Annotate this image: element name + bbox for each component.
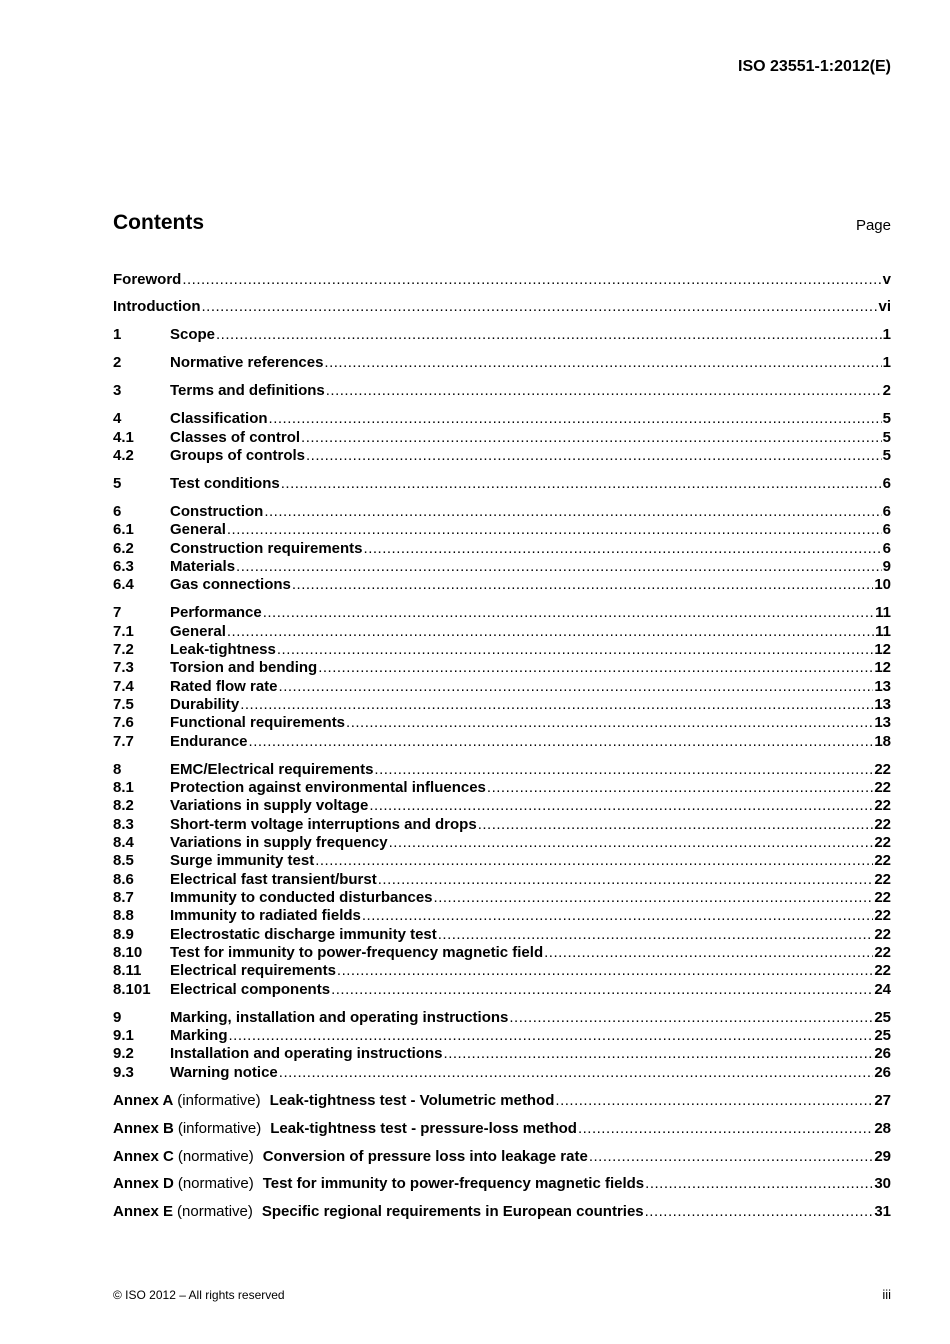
dot-leader <box>264 502 881 521</box>
section-number: 8.7 <box>113 889 134 906</box>
section-title: Test conditions <box>170 475 280 492</box>
dot-leader <box>324 353 881 372</box>
page-ref: 22 <box>874 962 891 979</box>
dot-leader <box>346 713 873 732</box>
toc-entry[interactable] <box>113 502 891 521</box>
page-ref: 11 <box>875 623 891 640</box>
page-column-label: Page <box>855 217 891 234</box>
dot-leader <box>227 520 882 539</box>
dot-leader <box>292 575 873 594</box>
dot-leader <box>281 474 882 493</box>
toc-entry[interactable] <box>113 980 891 999</box>
section-title: General <box>170 521 226 538</box>
copyright-notice: © ISO 2012 – All rights reserved <box>113 1288 285 1302</box>
section-title: Introduction <box>113 298 201 315</box>
section-number: 9.3 <box>113 1064 134 1081</box>
toc-entry[interactable] <box>113 695 891 714</box>
toc-entry[interactable] <box>113 353 891 372</box>
section-title: General <box>170 623 226 640</box>
toc-entry[interactable] <box>113 713 891 732</box>
page-ref: 24 <box>874 981 891 998</box>
dot-leader <box>182 270 881 289</box>
page-ref: 30 <box>874 1175 891 1192</box>
dot-leader <box>301 428 882 447</box>
toc-entry[interactable] <box>113 381 891 400</box>
section-title: Gas connections <box>170 576 291 593</box>
toc-entry[interactable] <box>113 622 891 641</box>
annex-title: Leak-tightness test - pressure-loss method <box>270 1120 577 1137</box>
page-ref: 22 <box>874 907 891 924</box>
section-number: 8.2 <box>113 797 134 814</box>
section-title: Variations in supply voltage <box>170 797 369 814</box>
toc-entry[interactable] <box>113 297 891 316</box>
section-number: 7.1 <box>113 623 134 640</box>
page-ref: vi <box>878 298 891 315</box>
dot-leader <box>269 409 882 428</box>
dot-leader <box>306 446 882 465</box>
dot-leader <box>478 815 874 834</box>
section-number: 6.4 <box>113 576 134 593</box>
page-ref: 22 <box>874 889 891 906</box>
section-title: Electrical requirements <box>170 962 336 979</box>
section-number: 7 <box>113 604 122 621</box>
dot-leader <box>444 1044 874 1063</box>
section-title: Normative references <box>170 354 324 371</box>
toc-entry[interactable] <box>113 870 891 889</box>
section-number: 9.1 <box>113 1027 134 1044</box>
section-title: Marking <box>170 1027 228 1044</box>
toc-annex-entry[interactable] <box>113 1202 891 1221</box>
page-ref: 6 <box>882 503 891 520</box>
toc-entry[interactable] <box>113 1044 891 1063</box>
section-number: 7.6 <box>113 714 134 731</box>
toc-entry[interactable] <box>113 270 891 289</box>
page-ref: 22 <box>874 944 891 961</box>
section-number: 9 <box>113 1009 122 1026</box>
annex-label: Annex E <box>113 1203 174 1220</box>
section-title: Short-term voltage interruptions and drops <box>170 816 477 833</box>
dot-leader <box>364 539 882 558</box>
annex-label: Annex D <box>113 1175 174 1192</box>
dot-leader <box>337 961 873 980</box>
section-number: 3 <box>113 382 122 399</box>
section-title: Marking, installation and operating instructions <box>170 1009 509 1026</box>
section-title: Test for immunity to power-frequency magnetic field <box>170 944 544 961</box>
page-ref: 5 <box>882 447 891 464</box>
page-ref: 5 <box>882 429 891 446</box>
dot-leader <box>645 1174 873 1193</box>
dot-leader <box>240 695 873 714</box>
toc-entry[interactable] <box>113 760 891 779</box>
page-ref: 27 <box>874 1092 891 1109</box>
toc-entry[interactable] <box>113 428 891 447</box>
section-title: Electrical components <box>170 981 331 998</box>
section-title: Scope <box>170 326 216 343</box>
dot-leader <box>509 1008 873 1027</box>
section-title: Warning notice <box>170 1064 278 1081</box>
section-title: Groups of controls <box>170 447 305 464</box>
dot-leader <box>578 1119 873 1138</box>
page-ref: 22 <box>874 761 891 778</box>
section-number: 7.7 <box>113 733 134 750</box>
toc-entry[interactable] <box>113 815 891 834</box>
annex-kind: (informative) <box>177 1120 262 1137</box>
section-number: 7.5 <box>113 696 134 713</box>
toc-entry[interactable] <box>113 575 891 594</box>
section-number: 7.3 <box>113 659 134 676</box>
section-title: Terms and definitions <box>170 382 325 399</box>
annex-label: Annex C <box>113 1148 174 1165</box>
annex-kind: (normative) <box>177 1175 254 1192</box>
dot-leader <box>645 1202 874 1221</box>
annex-kind: (normative) <box>177 1148 254 1165</box>
toc-annex-entry[interactable] <box>113 1091 891 1110</box>
section-title: Variations in supply frequency <box>170 834 388 851</box>
section-title: Rated flow rate <box>170 678 278 695</box>
toc-entry[interactable] <box>113 888 891 907</box>
toc-entry[interactable] <box>113 603 891 622</box>
dot-leader <box>438 925 874 944</box>
section-number: 4 <box>113 410 122 427</box>
dot-leader <box>201 297 877 316</box>
section-title: Leak-tightness <box>170 641 276 658</box>
toc-entry[interactable] <box>113 943 891 962</box>
dot-leader <box>279 1063 874 1082</box>
dot-leader <box>378 870 874 889</box>
section-number: 7.2 <box>113 641 134 658</box>
section-title: Immunity to conducted disturbances <box>170 889 433 906</box>
dot-leader <box>227 622 874 641</box>
section-number: 8.5 <box>113 852 134 869</box>
section-title: Functional requirements <box>170 714 346 731</box>
dot-leader <box>263 603 874 622</box>
toc-entry[interactable] <box>113 778 891 797</box>
toc-entry[interactable] <box>113 658 891 677</box>
dot-leader <box>389 833 874 852</box>
dot-leader <box>544 943 873 962</box>
page-ref: 12 <box>874 641 891 658</box>
section-title: Immunity to radiated fields <box>170 907 361 924</box>
page-ref: 13 <box>874 714 891 731</box>
page-ref: 2 <box>882 382 891 399</box>
section-title: Construction <box>170 503 264 520</box>
section-number: 5 <box>113 475 122 492</box>
section-title: Surge immunity test <box>170 852 315 869</box>
page-ref: 28 <box>874 1120 891 1137</box>
page-ref: 26 <box>874 1045 891 1062</box>
page-ref: 5 <box>882 410 891 427</box>
dot-leader <box>374 760 873 779</box>
annex-title: Specific regional requirements in European countries <box>261 1203 644 1220</box>
toc-entry[interactable] <box>113 325 891 344</box>
dot-leader <box>487 778 873 797</box>
section-number: 6.2 <box>113 540 134 557</box>
section-number: 8.6 <box>113 871 134 888</box>
page-ref: 18 <box>874 733 891 750</box>
section-number: 6 <box>113 503 122 520</box>
annex-kind: (informative) <box>177 1092 261 1109</box>
toc-entry[interactable] <box>113 409 891 428</box>
document-id: ISO 23551-1:2012(E) <box>738 58 891 75</box>
section-number: 8 <box>113 761 122 778</box>
page-ref: 6 <box>882 521 891 538</box>
annex-kind: (normative) <box>177 1203 253 1220</box>
section-number: 6.3 <box>113 558 134 575</box>
toc-annex-entry[interactable] <box>113 1174 891 1193</box>
toc-entry[interactable] <box>113 1008 891 1027</box>
toc-entry[interactable] <box>113 906 891 925</box>
toc-entry[interactable] <box>113 796 891 815</box>
toc-entry[interactable] <box>113 851 891 870</box>
page-ref: 26 <box>874 1064 891 1081</box>
dot-leader <box>277 640 873 659</box>
section-number: 2 <box>113 354 122 371</box>
toc-annex-entry[interactable] <box>113 1119 891 1138</box>
page-ref: 1 <box>882 326 891 343</box>
dot-leader <box>331 980 873 999</box>
section-number: 1 <box>113 326 122 343</box>
page-ref: 9 <box>882 558 891 575</box>
section-title: Durability <box>170 696 240 713</box>
dot-leader <box>326 381 882 400</box>
page-ref: 25 <box>874 1027 891 1044</box>
dot-leader <box>216 325 882 344</box>
section-title: Classification <box>170 410 268 427</box>
dot-leader <box>249 732 874 751</box>
section-number: 8.101 <box>113 981 151 998</box>
section-number: 8.9 <box>113 926 134 943</box>
toc-entry[interactable] <box>113 539 891 558</box>
section-title: EMC/Electrical requirements <box>170 761 374 778</box>
page-ref: v <box>882 271 891 288</box>
page-ref: 22 <box>874 779 891 796</box>
section-number: 7.4 <box>113 678 134 695</box>
section-title: Electrical fast transient/burst <box>170 871 377 888</box>
page-ref: 13 <box>874 678 891 695</box>
page-ref: 11 <box>875 604 891 621</box>
section-title: Foreword <box>113 271 182 288</box>
dot-leader <box>555 1091 873 1110</box>
annex-title: Test for immunity to power-frequency magnetic fields <box>262 1175 645 1192</box>
annex-title: Leak-tightness test - Volumetric method <box>269 1092 555 1109</box>
dot-leader <box>229 1026 874 1045</box>
toc-entry[interactable] <box>113 925 891 944</box>
toc-entry[interactable] <box>113 677 891 696</box>
page-number: iii <box>882 1287 891 1302</box>
section-title: Classes of control <box>170 429 301 446</box>
page-ref: 22 <box>874 852 891 869</box>
toc-entry[interactable] <box>113 557 891 576</box>
section-number: 4.1 <box>113 429 134 446</box>
dot-leader <box>236 557 882 576</box>
annex-label: Annex B <box>113 1120 174 1137</box>
page-ref: 1 <box>882 354 891 371</box>
section-title: Endurance <box>170 733 248 750</box>
dot-leader <box>589 1147 874 1166</box>
section-number: 6.1 <box>113 521 134 538</box>
page-ref: 6 <box>882 540 891 557</box>
page-ref: 6 <box>882 475 891 492</box>
section-number: 9.2 <box>113 1045 134 1062</box>
section-number: 8.10 <box>113 944 143 961</box>
toc-entry[interactable] <box>113 961 891 980</box>
annex-label: Annex A <box>113 1092 174 1109</box>
section-number: 8.11 <box>113 962 142 979</box>
dot-leader <box>318 658 873 677</box>
toc-entry[interactable] <box>113 446 891 465</box>
dot-leader <box>279 677 874 696</box>
section-title: Electrostatic discharge immunity test <box>170 926 437 943</box>
toc-entry[interactable] <box>113 833 891 852</box>
toc-entry[interactable] <box>113 474 891 493</box>
section-title: Protection against environmental influences <box>170 779 486 796</box>
toc-entry[interactable] <box>113 732 891 751</box>
section-title: Performance <box>170 604 262 621</box>
page-ref: 29 <box>874 1148 891 1165</box>
toc-entry[interactable] <box>113 1026 891 1045</box>
page-ref: 31 <box>874 1203 891 1220</box>
dot-leader <box>434 888 874 907</box>
toc-entry[interactable] <box>113 640 891 659</box>
section-title: Torsion and bending <box>170 659 318 676</box>
page-ref: 22 <box>874 834 891 851</box>
contents-heading: Contents <box>113 211 204 234</box>
section-title: Construction requirements <box>170 540 363 557</box>
page-ref: 22 <box>874 816 891 833</box>
toc-annex-entry[interactable] <box>113 1147 891 1166</box>
section-number: 4.2 <box>113 447 134 464</box>
dot-leader <box>369 796 873 815</box>
page-ref: 10 <box>874 576 891 593</box>
section-number: 8.4 <box>113 834 134 851</box>
page-ref: 12 <box>874 659 891 676</box>
page-ref: 22 <box>874 797 891 814</box>
page-ref: 25 <box>874 1009 891 1026</box>
annex-title: Conversion of pressure loss into leakage rate <box>262 1148 588 1165</box>
section-number: 8.3 <box>113 816 134 833</box>
page-ref: 22 <box>874 926 891 943</box>
toc-entry[interactable] <box>113 520 891 539</box>
toc-entry[interactable] <box>113 1063 891 1082</box>
section-title: Materials <box>170 558 236 575</box>
section-title: Installation and operating instructions <box>170 1045 443 1062</box>
page-ref: 22 <box>874 871 891 888</box>
section-number: 8.8 <box>113 907 134 924</box>
dot-leader <box>315 851 873 870</box>
dot-leader <box>362 906 873 925</box>
section-number: 8.1 <box>113 779 134 796</box>
page-ref: 13 <box>874 696 891 713</box>
